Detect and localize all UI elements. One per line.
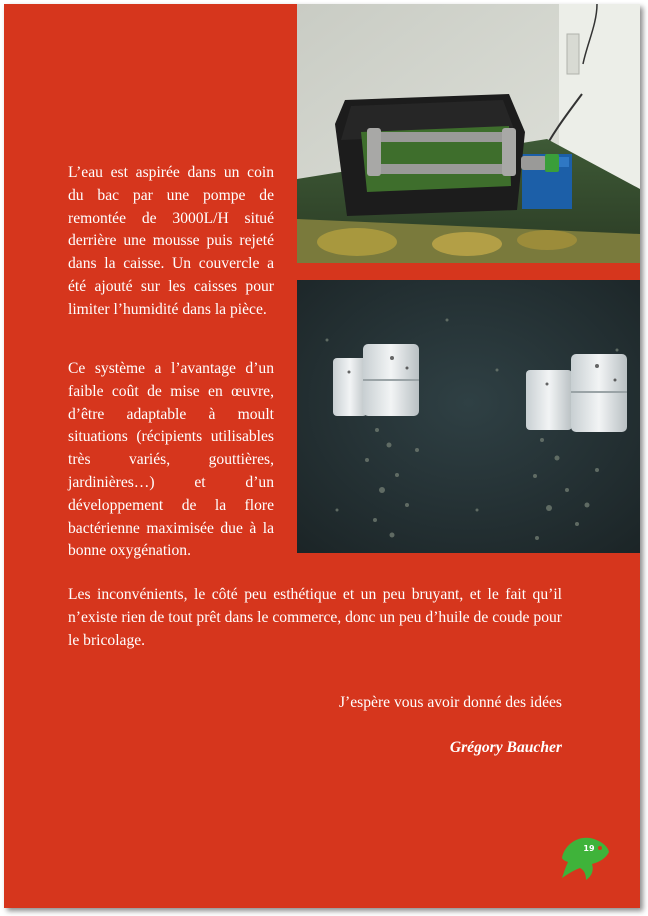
paragraph-drawbacks: Les inconvénients, le côté peu esthétique et un peu bruyant, et le fait qu’il n’existe rien de tout prêt dans le commerce, donc un peu d’huile de coude pour le bricolage.	[68, 586, 562, 649]
fish-logo-icon	[556, 828, 612, 884]
photo-filter-box	[297, 4, 640, 263]
closing-line: J’espère vous avoir donné des idées	[338, 694, 562, 711]
page	[4, 4, 640, 908]
paragraph-advantages: Ce système a l’avantage d’un faible coût de mise en œuvre, d’être adaptable à moult situations (récipients utilisables très variés, gouttières, jardinières…) et d’un développement de la flore bactérienne maximisée due à la bonne oxygénation.	[68, 360, 274, 560]
author-signature: Grégory Baucher	[449, 739, 562, 756]
page-number: 19	[583, 844, 595, 853]
photo-aerators	[297, 280, 640, 553]
paragraph-pump: L’eau est aspirée dans un coin du bac par une pompe de remontée de 3000L/H situé derrière une mousse puis rejeté dans la caisse. Un couvercle a été ajouté sur les caisses pour limiter l’humidité dans la pièce.	[68, 164, 274, 318]
